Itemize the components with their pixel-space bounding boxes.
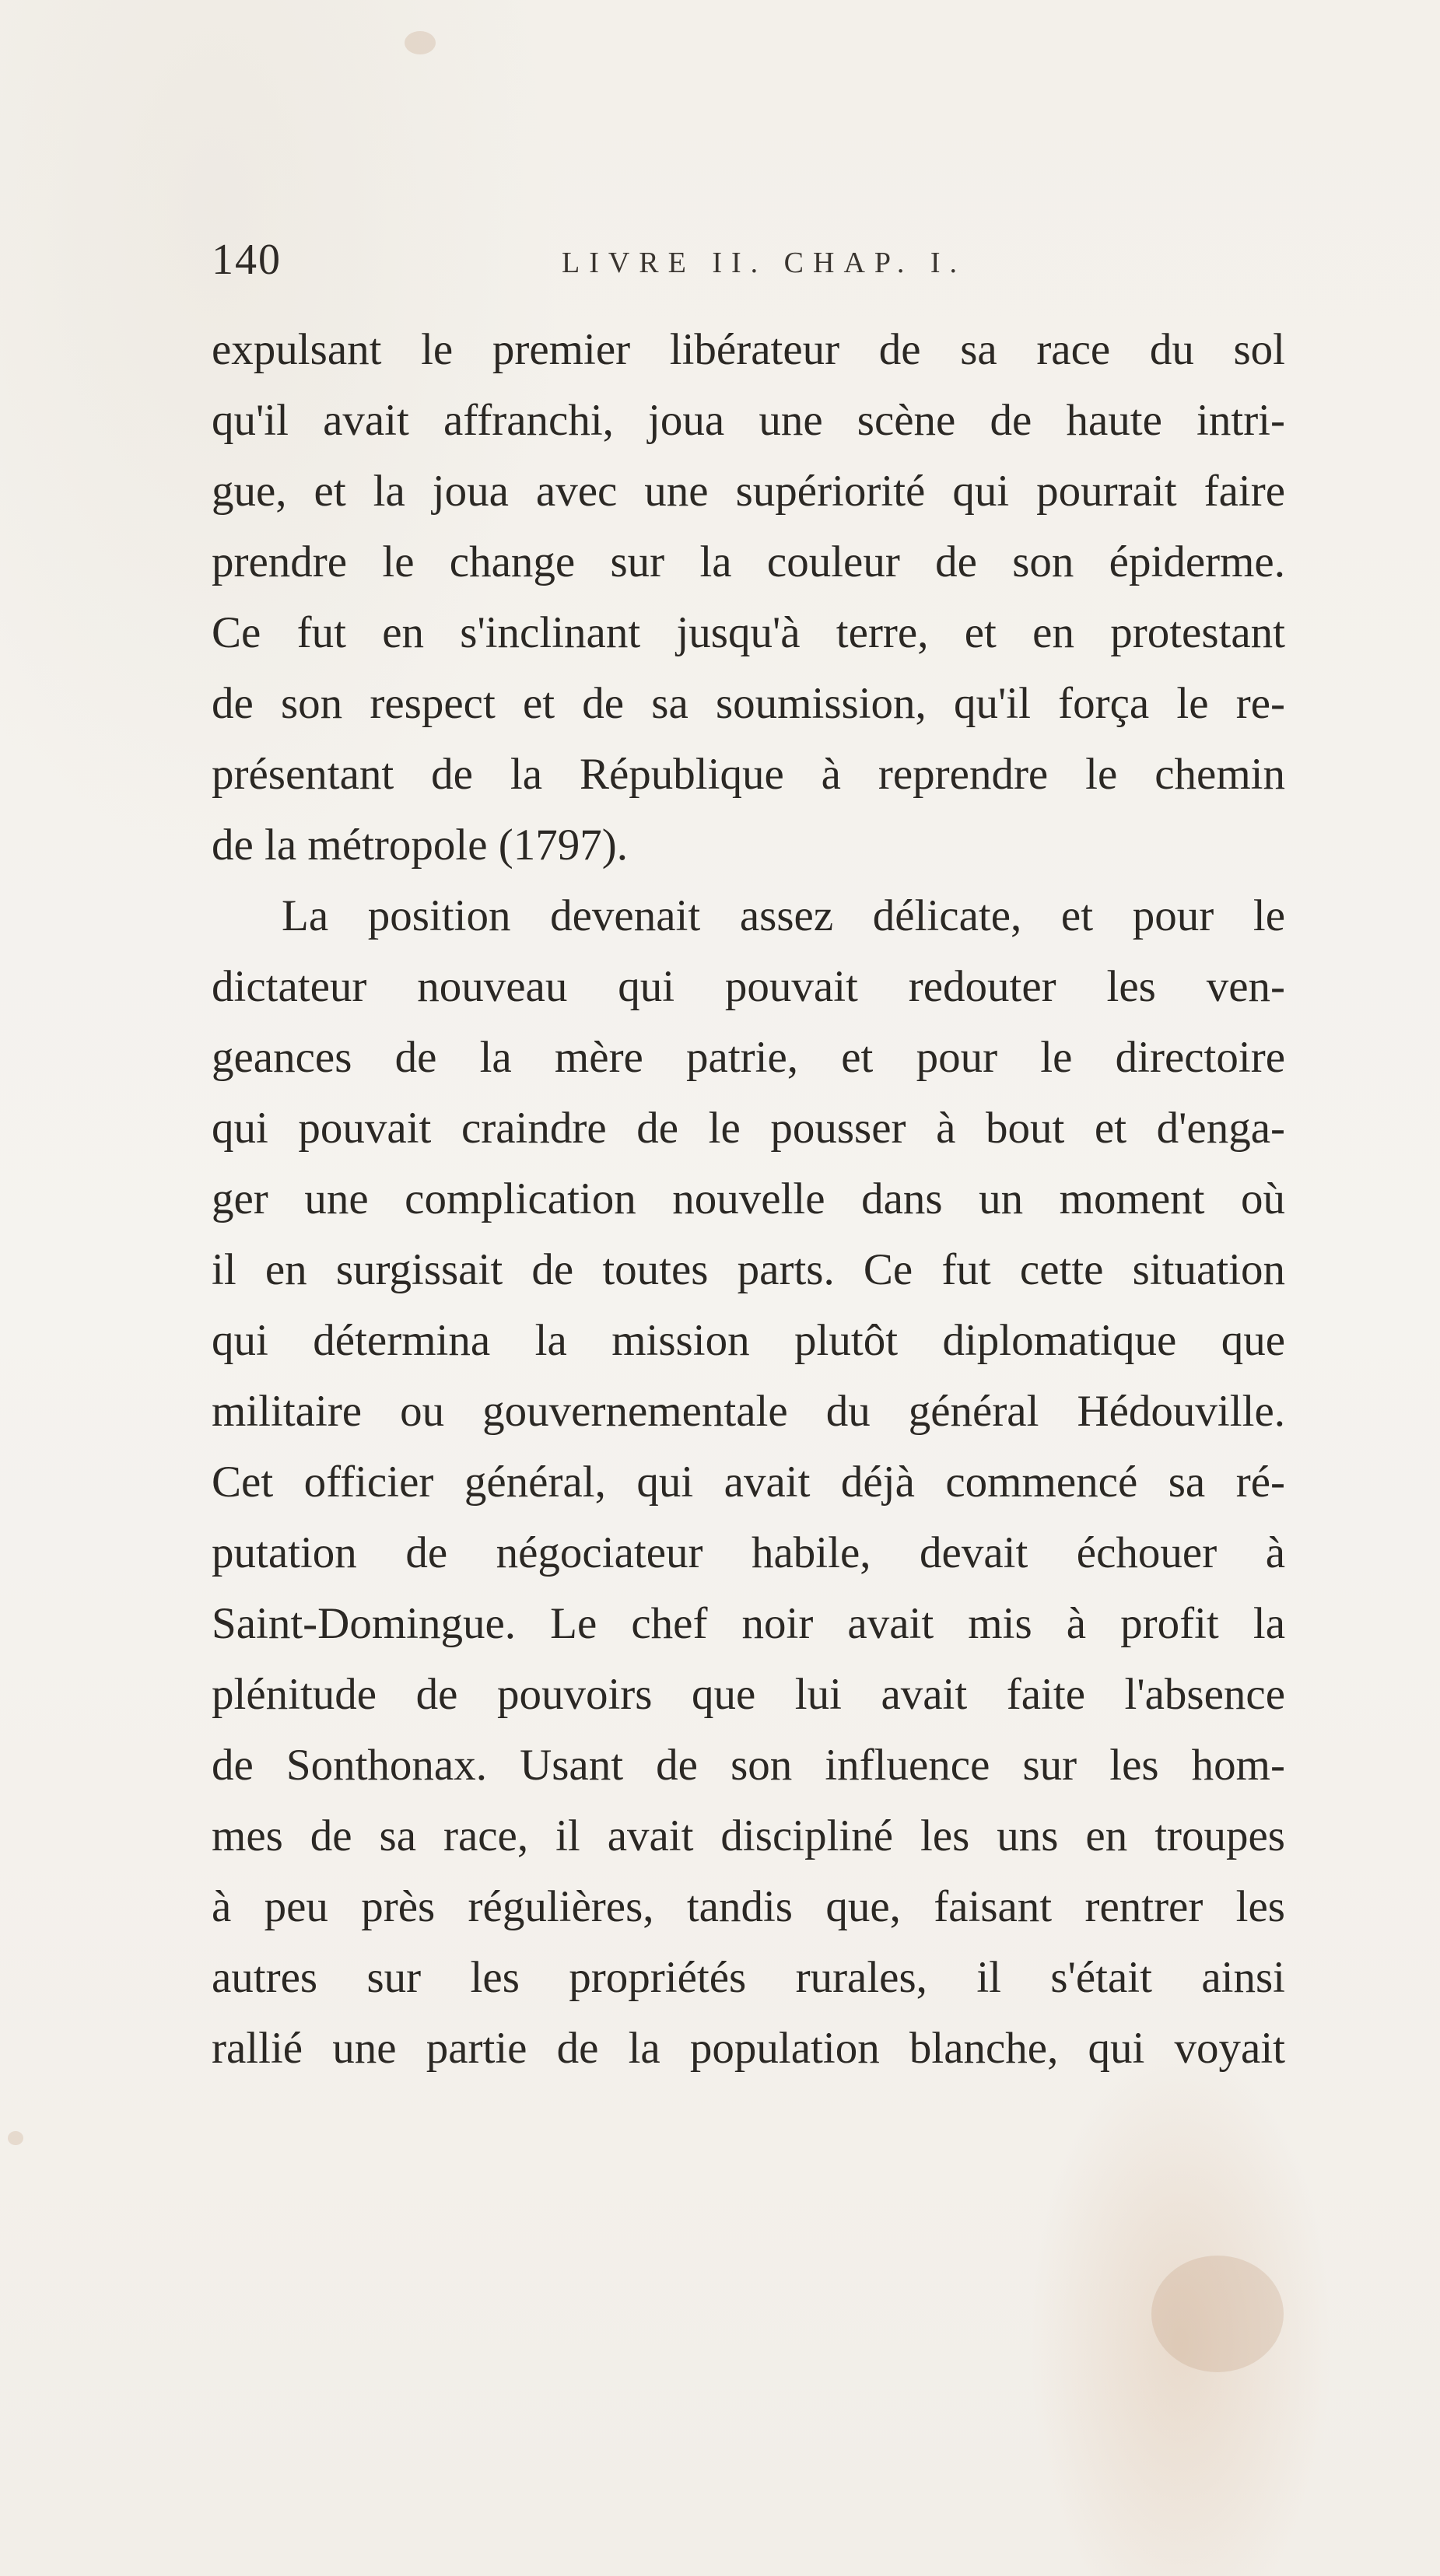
text-line: Saint-Domingue. Le chef noir avait mis à profit la [212, 1599, 1285, 1648]
text-line: rallié une partie de la population blanche, qui voyait [212, 2024, 1285, 2073]
text-line: plénitude de pouvoirs que lui avait faite l'absence [212, 1670, 1285, 1719]
text-line: de la métropole (1797). [212, 821, 628, 870]
paper-stain [405, 31, 436, 54]
text-line: ger une complication nouvelle dans un moment où [212, 1174, 1285, 1223]
paper-stain [1151, 2256, 1284, 2372]
text-line: qu'il avait affranchi, joua une scène de haute intri- [212, 396, 1285, 445]
text-line: à peu près régulières, tandis que, faisant rentrer les [212, 1882, 1285, 1931]
text-line: mes de sa race, il avait discipliné les uns en troupes [212, 1811, 1285, 1860]
text-line: gue, et la joua avec une supériorité qui pourrait faire [212, 467, 1285, 516]
text-line: il en surgissait de toutes parts. Ce fut cette situation [212, 1245, 1285, 1294]
running-head: LIVRE II. CHAP. I. [562, 247, 966, 279]
text-line: autres sur les propriétés rurales, il s'était ainsi [212, 1953, 1285, 2002]
text-line: Ce fut en s'inclinant jusqu'à terre, et en protestant [212, 608, 1285, 657]
text-line: présentant de la République à reprendre le chemin [212, 750, 1285, 799]
text-line: de son respect et de sa soumission, qu'il força le re- [212, 679, 1285, 728]
text-line: expulsant le premier libérateur de sa race du sol [212, 325, 1285, 374]
page-header [212, 235, 1285, 297]
text-line: de Sonthonax. Usant de son influence sur les hom- [212, 1741, 1285, 1790]
text-line: qui pouvait craindre de le pousser à bout et d'enga- [212, 1104, 1285, 1153]
body-text [212, 314, 1285, 2084]
page-number: 140 [212, 236, 282, 284]
text-line: La position devenait assez délicate, et pour le [282, 891, 1285, 940]
text-line: militaire ou gouvernementale du général Hédouville. [212, 1387, 1285, 1436]
text-line: geances de la mère patrie, et pour le directoire [212, 1033, 1285, 1082]
text-line: putation de négociateur habile, devait échouer à [212, 1528, 1285, 1577]
paper-stain [8, 2131, 23, 2145]
text-line: Cet officier général, qui avait déjà commencé sa ré- [212, 1458, 1285, 1507]
text-line: dictateur nouveau qui pouvait redouter les ven- [212, 962, 1285, 1011]
text-line: qui détermina la mission plutôt diplomatique que [212, 1316, 1285, 1365]
text-line: prendre le change sur la couleur de son épiderme. [212, 537, 1285, 586]
